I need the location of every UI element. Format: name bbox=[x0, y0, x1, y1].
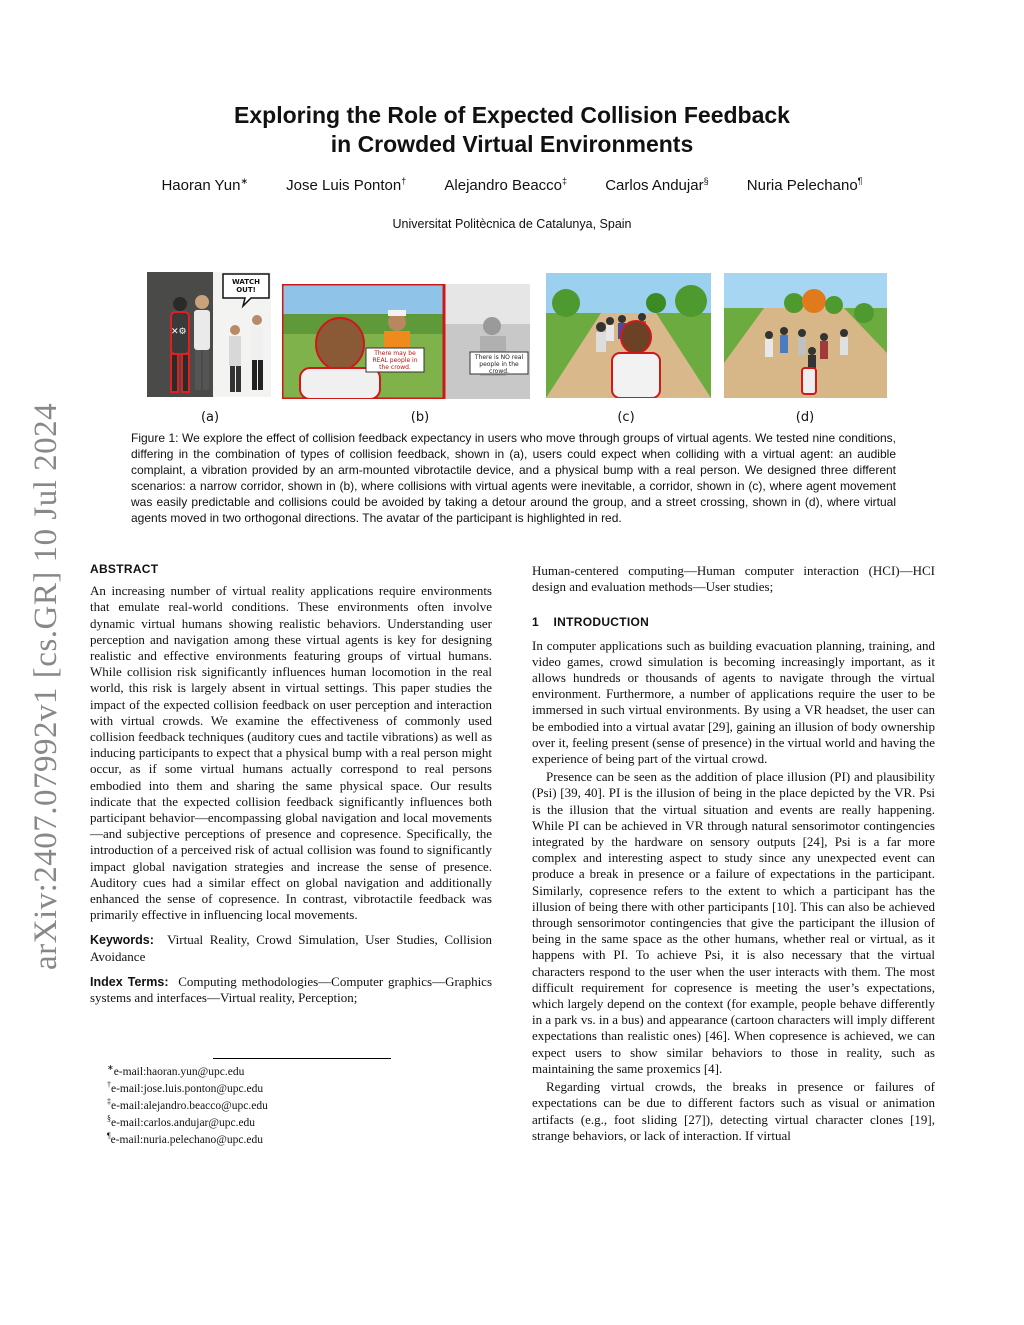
figure-label-c: (c) bbox=[617, 410, 635, 425]
affiliation: Universitat Politècnica de Catalunya, Spain bbox=[392, 217, 632, 231]
svg-text:✕⚙: ✕⚙ bbox=[171, 327, 187, 337]
panel-d-image bbox=[724, 273, 887, 398]
figure-label-b: (b) bbox=[410, 410, 430, 425]
index-terms-label: Index Terms: bbox=[90, 974, 169, 989]
index-terms bbox=[90, 974, 492, 1006]
author: Jose Luis Ponton† bbox=[286, 176, 407, 194]
section-number: 1 bbox=[532, 615, 539, 630]
ccs-concepts-continued: Human-centered computing—Human computer interaction (HCI)—HCI design and evaluation methods—User studies; bbox=[532, 563, 935, 595]
intro-paragraph-1: In computer applications such as building evacuation planning, training, and video games, crowd simulation is becoming increasingly important, as it allows hundreds or thousands of agents to navigate through the virtual environment. Furthermore, a number of applications require the user to be immersed in such virtual environments. By using a VR headset, the user can be embodied into a virtual avatar [29], gaining an illusion of body ownership over it, feeling present (sense of presence) in the virtual world and having the experience of being part of the virtual crowd. bbox=[532, 637, 935, 767]
index-terms-text: Computing methodologies—Computer graphics—Graphics systems and interfaces—Virtual reality, Perception; bbox=[90, 973, 493, 1006]
panel-b-image bbox=[282, 284, 530, 399]
footnote: ‡e-mail:alejandro.beacco@upc.edu bbox=[107, 1097, 268, 1112]
title-line-1: Exploring the Role of Expected Collision Feedback bbox=[234, 102, 790, 128]
title-line-2: in Crowded Virtual Environments bbox=[330, 131, 694, 157]
author: Carlos Andujar§ bbox=[605, 176, 709, 194]
arxiv-stamp: arXiv:2407.07992v1 [cs.GR] 10 Jul 2024 bbox=[28, 402, 64, 970]
panel-c-image bbox=[546, 273, 711, 398]
footnote: ∗e-mail:haoran.yun@upc.edu bbox=[107, 1063, 245, 1078]
figure-panel-a bbox=[147, 272, 271, 397]
author: Haoran Yun∗ bbox=[161, 176, 248, 194]
figure-panel-c bbox=[546, 273, 711, 398]
figure-panel-b bbox=[282, 284, 530, 399]
footnote: †e-mail:jose.luis.ponton@upc.edu bbox=[107, 1080, 264, 1095]
author: Alejandro Beacco‡ bbox=[444, 176, 568, 194]
figure-label-d: (d) bbox=[795, 410, 815, 425]
footnote: §e-mail:carlos.andujar@upc.edu bbox=[107, 1114, 256, 1129]
abstract-text: An increasing number of virtual reality applications require environments that emulate real-world conditions. These environments often involve dynamic virtual humans showing realistic behaviors. Understanding user perception and navigation among these virtual agents is key for designing realistic and effective environments featuring groups of virtual humans. While collision risk significantly influences human locomotion in the real world, this risk is largely absent in virtual settings. This paper studies the impact of the expected collision feedback on user perception and interaction with virtual crowds. We examine the effectiveness of commonly used collision feedback techniques (auditory cues and tactile vibrations) as well as inducing participants to expect that a physical bump with a real person might occur, as if some virtual humans actually correspond to real persons embodied into them and sharing the same physical space. Our results indicate that the expected collision feedback significantly influences both participant behavior—encompassing global navigation and local movements—and subjective perceptions of presence and copresence. Specifically, the introduction of a perceived risk of actual collision was found to significantly impact global navigation strategies and increase the sense of presence. Auditory cues had a similar effect on global navigation and additionally enhanced the sense of copresence. In contrast, vibrotactile feedback was primarily effective in influencing local movements. bbox=[90, 583, 492, 923]
sign-no-real-people: There is NO real people in the crowd. bbox=[474, 354, 524, 375]
intro-paragraph-3: Regarding virtual crowds, the breaks in presence or failures of expectations can be due to different factors such as visual or animation artifacts (e.g., foot sliding [27]), detecting virtual character clones [19], strange behaviors, or lack of interaction. If virtual bbox=[532, 1079, 935, 1143]
introduction-heading bbox=[532, 614, 935, 630]
figure-label-a: (a) bbox=[200, 410, 220, 425]
left-column bbox=[90, 561, 492, 1006]
author-list bbox=[0, 176, 1024, 194]
keywords-label: Keywords: bbox=[90, 933, 154, 948]
keywords-text: Virtual Reality, Crowd Simulation, User Studies, Collision Avoidance bbox=[90, 932, 493, 964]
sign-real-people: There may be REAL people in the crowd. bbox=[372, 350, 418, 371]
right-column bbox=[532, 563, 935, 1144]
footnote: ¶e-mail:nuria.pelechano@upc.edu bbox=[107, 1131, 263, 1146]
figure-caption: Figure 1: We explore the effect of collision feedback expectancy in users who move through groups of virtual agents. We tested nine conditions, differing in the combination of types of collision feedback, shown in (a), users could expect when colliding with a virtual agent: an audible complaint, a vibration provided by an arm-mounted vibrotactile device, and a physical bump with a real person. We designed three different scenarios: a narrow corridor, shown in (b), where collisions with virtual agents were inevitable, a corridor, shown in (c), where agent movement was easily predictable and collisions could be avoided by taking a detour around the group, and a street crossing, shown in (d), where virtual agents moved in two orthogonal directions. The avatar of the participant is highlighted in red. bbox=[131, 431, 896, 525]
speech-bubble-text: WATCH OUT! bbox=[231, 278, 261, 294]
figure-panel-d bbox=[724, 273, 887, 398]
intro-paragraph-2: Presence can be seen as the addition of place illusion (PI) and plausibility (Psi) [39, 40]. PI is the illusion of being in the place depicted by the VR. Psi is the illusion that the virtual situation and events are really happening. While PI can be achieved in VR through natural sensorimotor contingencies integrated by the hardware on sensory outputs [24], Psi is a far more complex and interesting aspect to study since any unexpected event can produce a break in presence or a failure of expectations in the participant. Similarly, copresence refers to the extent to which a participant has the illusion of being there with other participants [10]. This can also be achieved through sensorimotor contingencies that give the participant the illusion of being in the same space as the other humans, whether real or virtual, as it happens with PI. To achieve Psi, it is also necessary that the virtual characters respond to the user when the user interacts with them. The most difficult requirement for copresence is meeting the user’s expectations, which largely depend on the context (for example, people behave differently in a park vs. in a bus) and appearance (cartoon characters will imply different expectations than realistic ones) [46]. When copresence is achieved, we can expect users to show similar behaviors to those in reality, such as maintaining the same proxemics [4]. bbox=[532, 769, 935, 1076]
author: Nuria Pelechano¶ bbox=[746, 176, 863, 194]
keywords bbox=[90, 932, 492, 964]
abstract-heading: ABSTRACT bbox=[90, 562, 159, 576]
section-title: INTRODUCTION bbox=[553, 615, 650, 630]
paper-title bbox=[0, 101, 1024, 159]
footnote-rule bbox=[213, 1058, 391, 1059]
